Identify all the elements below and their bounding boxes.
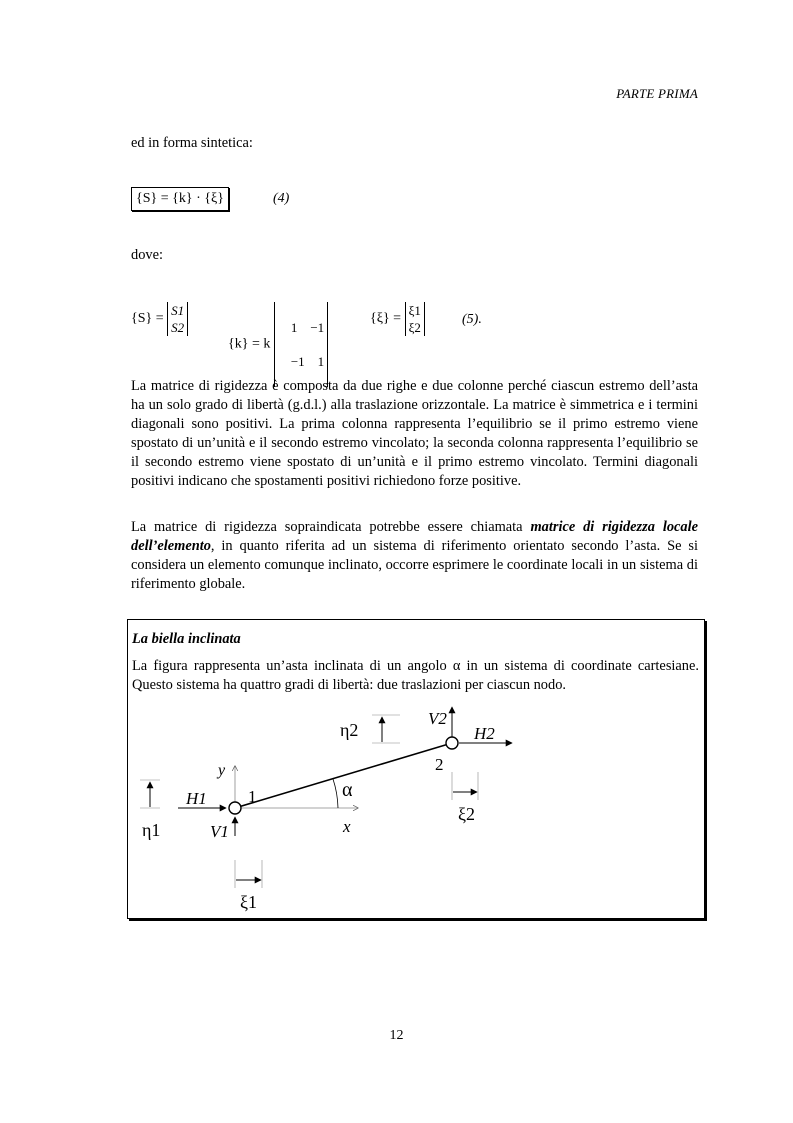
equation-5 [131,302,188,336]
box-title: La biella inclinata [132,631,241,647]
label-node-1: 1 [248,787,257,806]
eq5-xi-lhs: {ξ} = [370,311,402,327]
paragraph-2 [131,518,698,594]
paragraph-2-end: , in quanto riferita ad un sistema di riferimento orientato secondo l’asta. Se si considera un elemento comunque inclinato, occorre esprimere le coordinate locali in un sistema di riferimento globale. [131,538,698,592]
equation-5-xi [370,302,425,336]
eq5-xi-row: ξ2 [408,320,421,335]
eq5-s-lhs: {S} = [131,311,164,327]
equation-5-number: (5). [462,312,482,327]
paragraph-2-start: La matrice di rigidezza sopraindicata potrebbe essere chiamata [131,519,531,535]
label-v1: V1 [210,822,229,841]
label-h1: H1 [186,789,207,808]
running-header: PARTE PRIMA [616,86,698,101]
label-eta1: η1 [142,820,161,840]
eq5-k-lhs: {k} = k [228,336,271,352]
intro-text: ed in forma sintetica: [131,135,253,151]
box-text: La figura rappresenta un’asta inclinata di un angolo α in un sistema di coordinate cartesiane. Questo sistema ha quattro gradi di libertà: due traslazioni per ciascun nodo. [132,658,699,693]
node-2 [446,737,458,749]
eq5-xi-vector [405,302,425,336]
label-v2: V2 [428,709,447,728]
eq5-s-vector [167,302,188,336]
label-y: y [218,762,226,779]
paragraph-1: La matrice di rigidezza è composta da due righe e due colonne perché ciascun estremo dell’asta ha un solo grado di libertà (g.d.l.) alla traslazione orizzontale. La matrice è simmetrica e i termini diagonali sono positivi. La prima colonna rappresenta l’equilibrio se il primo estremo viene spostato di un’unità e il secondo estremo vincolato; la seconda colonna rappresenta l’equilibrio se il secondo estremo viene spostato di un’unità e il primo estremo vincolato. Termini diagonali positivi indicano che spostamenti positivi richiedono forze positive. [131,378,698,489]
equation-4-box: {S} = {k} · {ξ} [131,187,229,211]
eq5-k-matrix [274,302,328,387]
page-number: 12 [389,1028,404,1043]
label-x: x [343,817,351,836]
label-alpha: α [342,779,353,801]
label-h2: H2 [474,724,495,743]
eq5-k-row: 1 −1 [290,320,325,335]
node-1 [229,802,241,814]
inclined-rod-figure [128,700,704,918]
paragraph-2-emphasis: matrice di rigidezza locale dell’elemento [131,519,698,554]
label-xi1: ξ1 [240,892,258,912]
eq5-k-row: −1 1 [290,354,325,369]
label-eta2: η2 [340,720,359,740]
angle-arc [333,779,338,808]
eq5-s-row: S2 [171,320,185,335]
label-xi2: ξ2 [458,804,476,824]
eq5-s-row: S1 [171,303,185,318]
eq5-xi-row: ξ1 [408,303,421,318]
equation-4-number: (4) [273,191,290,206]
label-node-2: 2 [435,755,444,774]
equation-5-k [228,302,328,387]
dove-text: dove: [131,247,163,263]
inclined-rod-box [127,619,705,919]
